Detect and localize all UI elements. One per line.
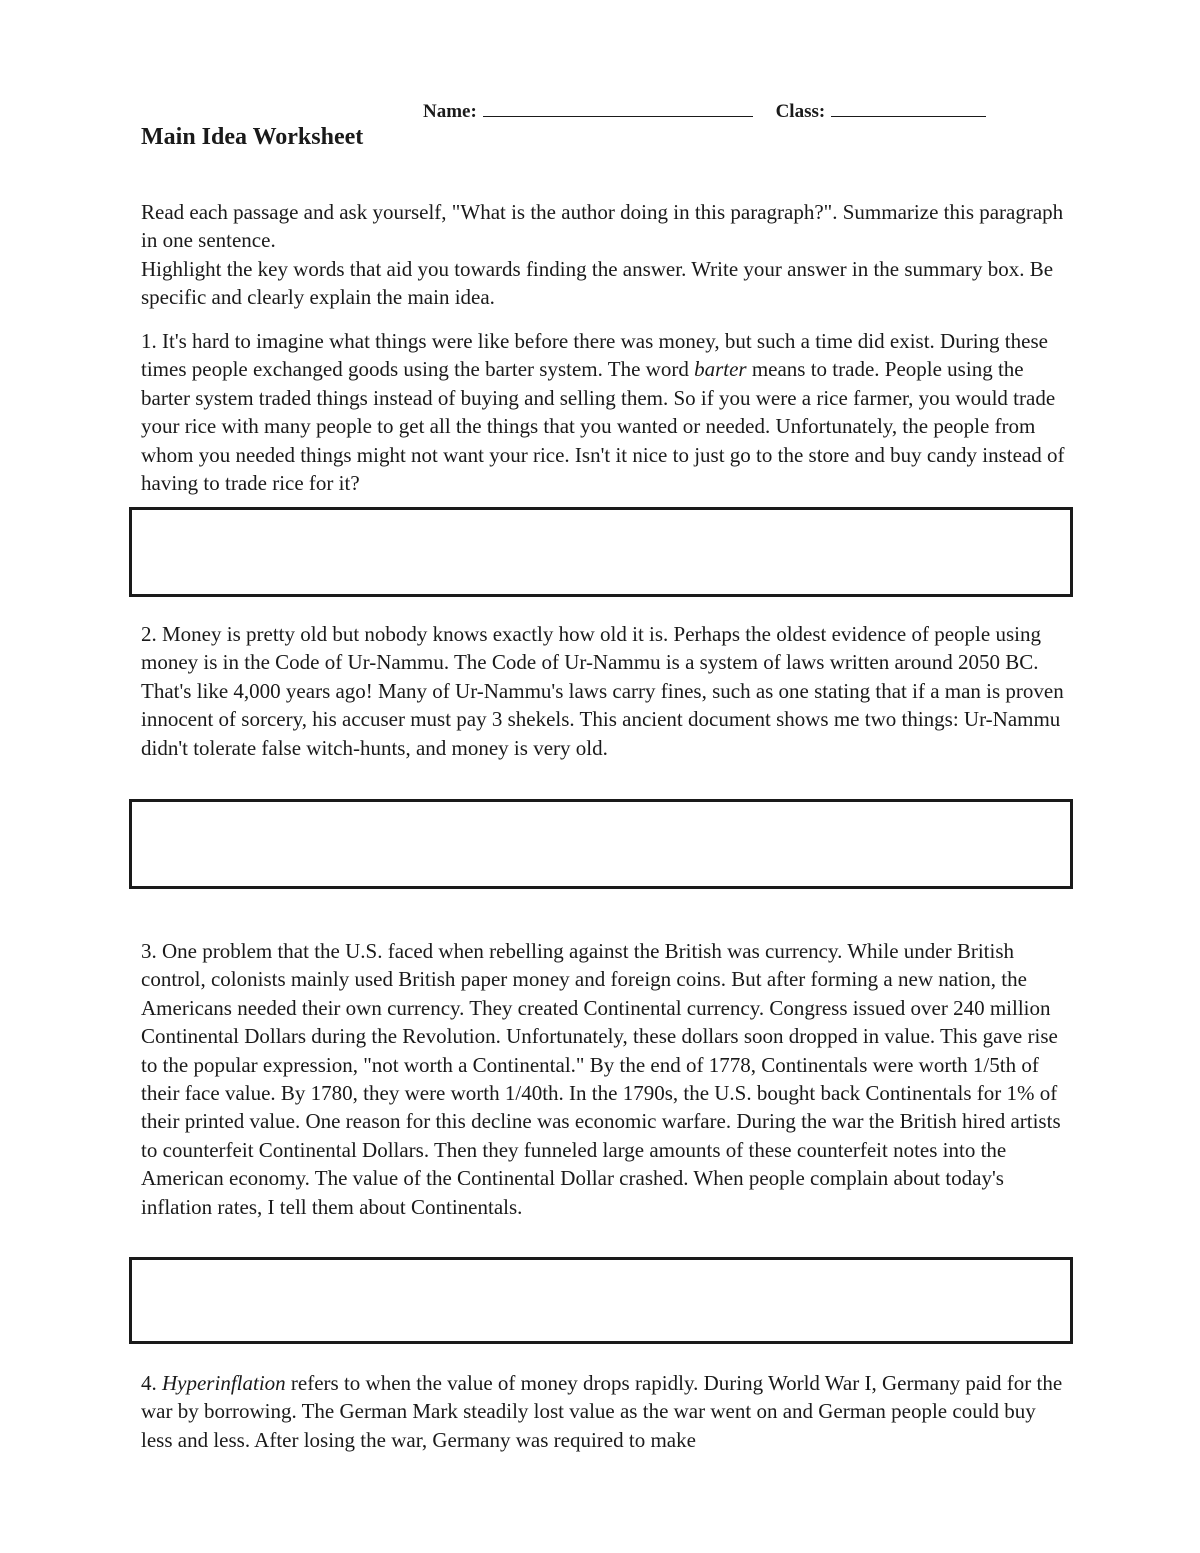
name-blank-line[interactable] — [483, 98, 753, 117]
name-label: Name: — [423, 101, 477, 122]
passage-2-text: 2. Money is pretty old but nobody knows exactly how old it is. Perhaps the oldest evidence of people using money is in the Code of Ur-Nammu. The Code of Ur-Nammu is a system of laws written around 2050 BC. That's like 4,000 years ago! Many of Ur-Nammu's laws carry fines, such as one stating that if a man is proven innocent of sorcery, his accuser must pay 3 shekels. This ancient document shows me two things: Ur-Nammu didn't tolerate false witch-hunts, and money is very old. — [141, 622, 1064, 760]
instructions-line-2: Highlight the key words that aid you towards finding the answer. Write your answer in the summary box. Be specific and clearly explain the main idea. — [141, 256, 1054, 310]
passage-4-text-end: refers to when the value of money drops rapidly. During World War I, Germany paid for the war by borrowing. The German Mark steadily lost value as the war went on and German people could buy less and less. After losing the war, Germany was required to make — [141, 1371, 1063, 1452]
summary-box-2[interactable] — [129, 799, 1073, 889]
header-fields — [423, 98, 986, 123]
passage-3-text: 3. One problem that the U.S. faced when rebelling against the British was currency. While under British control, colonists mainly used British paper money and foreign coins. But after forming a new nation, the Americans needed their own currency. They created Continental currency. Congress issued over 240 million Continental Dollars during the Revolution. Unfortunately, these dollars soon dropped in value. This gave rise to the popular expression, "not worth a Continental." By the end of 1778, Continentals were worth 1/5th of their face value. By 1780, they were worth 1/40th. In the 1790s, the U.S. bought back Continentals for 1% of their printed value. One reason for this decline was economic warfare. During the war the British hired artists to counterfeit Continental Dollars. Then they funneled large amounts of these counterfeit notes into the American economy. The value of the Continental Dollar crashed. When people complain about today's inflation rates, I tell them about Continentals. — [141, 939, 1061, 1219]
class-blank-line[interactable] — [831, 98, 986, 117]
passage-4-text — [141, 1369, 1066, 1454]
passage-1 — [141, 327, 1066, 497]
passage-1-text-end: means to trade. People using the barter system traded things instead of buying and selling them. So if you were a rice farmer, you would trade your rice with many people to get all the things that you wanted or needed. Unfortunately, the people from whom you needed things might not want your rice. Isn't it nice to just go to the store and buy candy instead of having to trade rice for it? — [141, 357, 1065, 496]
passage-4 — [141, 1369, 1066, 1454]
page-title: Main Idea Worksheet — [141, 124, 364, 150]
passage-1-text-start: 1. It's hard to imagine what things were like before there was money, but such a time did exist. During these times people exchanged goods using the barter system. The word — [141, 329, 1048, 382]
instructions — [141, 198, 1066, 312]
instructions-line-1: Read each passage and ask yourself, "What is the author doing in this paragraph?". Summarize this paragraph in one sentence. — [141, 200, 1064, 253]
summary-box-1[interactable] — [129, 507, 1073, 597]
passage-1-italic-term: barter — [694, 357, 747, 382]
passage-3 — [141, 937, 1066, 1221]
passage-4-italic-term: Hyperinflation — [162, 1371, 286, 1395]
passage-1-text — [141, 327, 1066, 497]
class-label: Class: — [775, 101, 826, 122]
passage-2 — [141, 620, 1066, 762]
passage-4-number: 4. — [141, 1371, 162, 1395]
summary-box-3[interactable] — [129, 1257, 1073, 1344]
